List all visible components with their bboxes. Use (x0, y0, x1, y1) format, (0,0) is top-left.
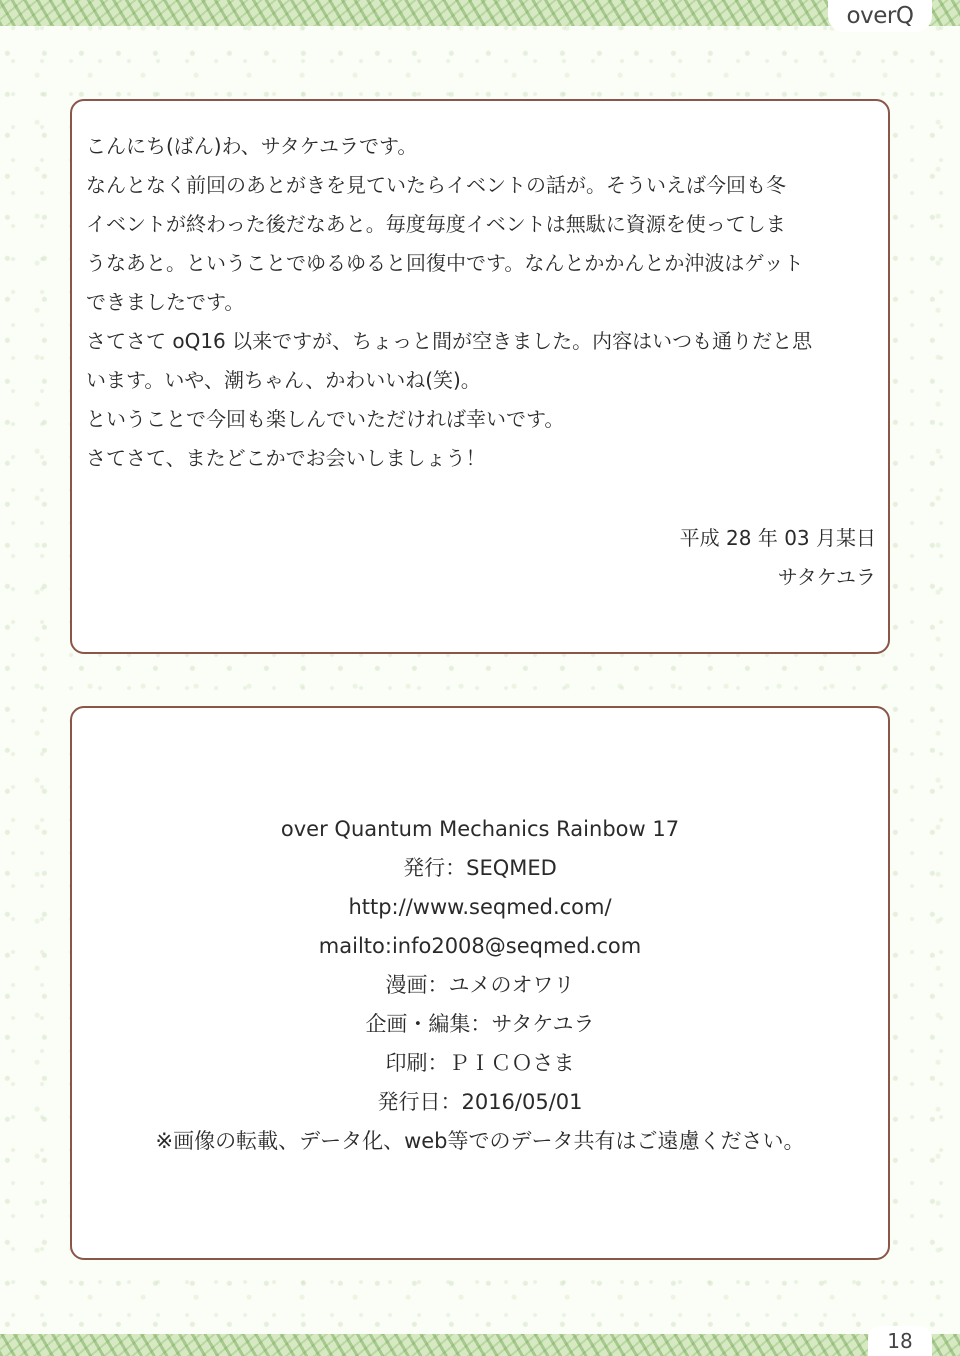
afterword-line: うなあと。ということでゆるゆると回復中です。なんとかかんとか沖波はゲット (86, 251, 804, 275)
afterword-line: さてさて oQ16 以来ですが、ちょっと間が空きました。内容はいつも通りだと思 (86, 329, 813, 353)
afterword-box (70, 99, 890, 654)
afterword-line: こんにち(ばん)わ、サタケユラです。 (86, 134, 418, 158)
afterword-line: なんとなく前回のあとがきを見ていたらイベントの話が。そういえば今回も冬 (86, 173, 786, 197)
afterword-date: 平成 28 年 03 月某日 (679, 526, 876, 550)
afterword-author: サタケユラ (777, 565, 876, 589)
publisher: 発行：SEQMED (403, 856, 557, 880)
afterword-line: います。いや、潮ちゃん、かわいいね(笑)。 (86, 368, 481, 392)
printer-credit: 印刷：ＰＩＣＯさま (385, 1051, 575, 1075)
afterword-text (86, 127, 876, 478)
header-tab (828, 0, 932, 32)
colophon-text (72, 810, 888, 1161)
website-url: http://www.seqmed.com/ (348, 895, 612, 919)
afterword-line: さてさて、またどこかでお会いしましょう！ (86, 446, 486, 470)
editor-credit: 企画・編集：サタケユラ (365, 1012, 595, 1036)
copyright-notice: ※画像の転載、データ化、web等でのデータ共有はご遠慮ください。 (155, 1129, 805, 1153)
afterword-line: イベントが終わった後だなあと。毎度毎度イベントは無駄に資源を使ってしま (86, 212, 786, 236)
brand-logo: overQ (846, 3, 914, 29)
manga-credit: 漫画：ユメのオワリ (385, 973, 575, 997)
page-number: 18 (887, 1329, 913, 1353)
footer-leaf-border (0, 1334, 960, 1356)
afterword-line: ということで今回も楽しんでいただければ幸いです。 (86, 407, 565, 431)
afterword-line: できましたです。 (86, 290, 245, 314)
signoff (680, 519, 876, 597)
issue-date: 発行日：2016/05/01 (377, 1090, 583, 1114)
header-leaf-border (0, 0, 960, 26)
footer-tab (868, 1326, 932, 1356)
colophon-box (70, 706, 890, 1260)
contact-email: mailto:info2008@seqmed.com (318, 934, 642, 958)
book-title: over Quantum Mechanics Rainbow 17 (280, 817, 680, 841)
